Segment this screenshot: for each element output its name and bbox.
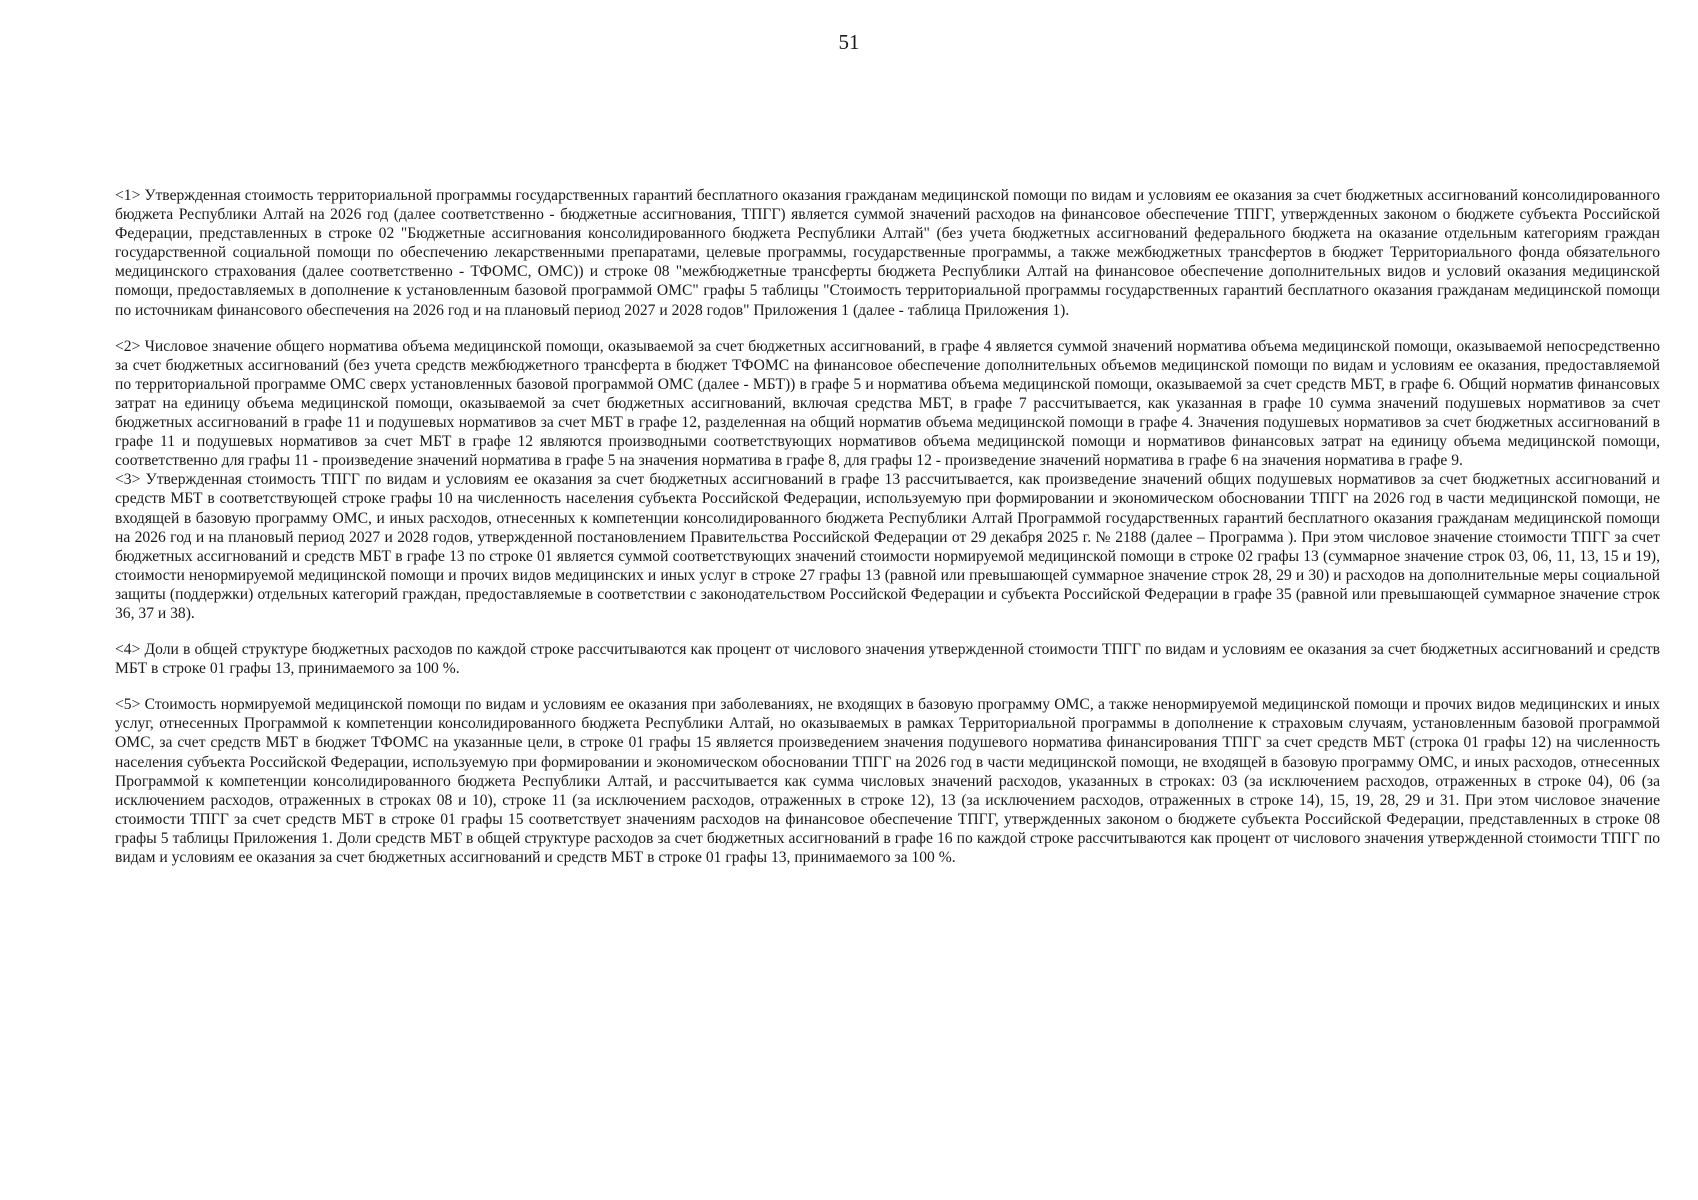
footnote-1: <1> Утвержденная стоимость территориальной программы государственных гарантий бесплатного оказания гражданам медицинской помощи по видам и условиям ее оказания за счет бюджетных ассигнований консолидированного бюджета Республики Алтай на 2026 год (далее соответственно - бюджетные ассигнования, ТПГГ) является суммой значений расходов на финансовое обеспечение ТПГГ, утвержденных законом о бюджете субъекта Российской Федерации, представленных в строке 02 "Бюджетные ассигнования консолидированного бюджета Республики Алтай" (без учета бюджетных ассигнований федерального бюджета на оказание отдельным категориям граждан государственной социальной помощи по обеспечению лекарственными препаратами, целевые программы, государственные программы, а также межбюджетных трансфертов в бюджет Территориального фонда обязательного медицинского страхования (далее соответственно - ТФОМС, ОМС)) и строке 08 "межбюджетные трансферты бюджета Республики Алтай на финансовое обеспечение дополнительных видов и условий оказания медицинской помощи, предоставляемых в дополнение к установленным базовой программой ОМС" графы 5 таблицы "Стоимость территориальной программы государственных гарантий бесплатного оказания гражданам медицинской помощи по источникам финансового обеспечения на 2026 год и на плановый период 2027 и 2028 годов" Приложения 1 (далее - таблица Приложения 1). — [115, 187, 1660, 319]
footnote-5: <5> Стоимость нормируемой медицинской помощи по видам и условиям ее оказания при заболеваниях, не входящих в базовую программу ОМС, а также ненормируемой медицинской помощи и прочих видов медицинских и иных услуг, отнесенных Программой к компетенции консолидированного бюджета Республики Алтай, но оказываемых в рамках Территориальной программы в дополнение к страховым случаям, установленным базовой программой ОМС, за счет средств МБТ в бюджет ТФОМС на указанные цели, в строке 01 графы 15 является произведением значения подушевого норматива финансирования ТПГГ за счет средств МБТ (строка 01 графы 12) на численность населения субъекта Российской Федерации, используемую при формировании и экономическом обосновании ТПГГ на 2026 год в части медицинской помощи, не входящей в базовую программу ОМС, и иных расходов, отнесенных Программой к компетенции консолидированного бюджета Республики Алтай, и рассчитывается как сумма числовых значений расходов, указанных в строках: 03 (за исключением расходов, отраженных в строке 04), 06 (за исключением расходов, отраженных в строках 08 и 10), строке 11 (за исключением расходов, отраженных в строке 12), 13 (за исключением расходов, отраженных в строке 14), 15, 19, 28, 29 и 31. При этом числовое значение стоимости ТПГГ за счет средств МБТ в строке 01 графы 15 соответствует значениям расходов на финансовое обеспечение ТПГГ, утвержденных законом о бюджете субъекта Российской Федерации, представленных в строке 08 графы 5 таблицы Приложения 1. Доли средств МБТ в общей структуре расходов за счет бюджетных ассигнований в графе 16 по каждой строке рассчитываются как процент от числового значения утвержденной стоимости ТПГГ по видам и условиям ее оказания за счет бюджетных ассигнований и средств МБТ в строке 01 графы 13, принимаемого за 100 %. — [115, 696, 1660, 866]
footnote-4: <4> Доли в общей структуре бюджетных расходов по каждой строке рассчитываются как процент от числового значения утвержденной стоимости ТПГГ по видам и условиям ее оказания за счет бюджетных ассигнований и средств МБТ в строке 01 графы 13, принимаемого за 100 %. — [115, 641, 1660, 678]
footnotes-section — [115, 186, 1660, 867]
page-number: 51 — [838, 30, 860, 54]
footnote-3: <3> Утвержденная стоимость ТПГГ по видам и условиям ее оказания за счет бюджетных ассигнований в графе 13 рассчитывается, как произведение значений общих подушевых нормативов за счет бюджетных ассигнований и средств МБТ в соответствующей строке графы 10 на численность населения субъекта Российской Федерации, используемую при формировании и экономическом обосновании ТПГГ на 2026 год в части медицинской помощи, не входящей в базовую программу ОМС, и иных расходов, отнесенных к компетенции консолидированного бюджета Республики Алтай Программой государственных гарантий бесплатного оказания гражданам медицинской помощи на 2026 год и на плановый период 2027 и 2028 годов, утвержденной постановлением Правительства Российской Федерации от 29 декабря 2025 г. № 2188 (далее – Программа ). При этом числовое значение стоимости ТПГГ за счет бюджетных ассигнований и средств МБТ в графе 13 по строке 01 является суммой соответствующих значений стоимости нормируемой медицинской помощи в строке 02 графы 13 (суммарное значение строк 03, 06, 11, 13, 15 и 19), стоимости ненормируемой медицинской помощи и прочих видов медицинских и иных услуг в строке 27 графы 13 (равной или превышающей суммарное значение строк 28, 29 и 30) и расходов на дополнительные меры социальной защиты (поддержки) отдельных категорий граждан, предоставляемые в соответствии с законодательством Российской Федерации и субъекта Российской Федерации в графе 35 (равной или превышающей суммарное значение строк 36, 37 и 38). — [115, 471, 1660, 622]
footnote-2: <2> Числовое значение общего норматива объема медицинской помощи, оказываемой за счет бюджетных ассигнований, в графе 4 является суммой значений норматива объема медицинской помощи, оказываемой непосредственно за счет бюджетных ассигнований (без учета средств межбюджетного трансферта в бюджет ТФОМС на финансовое обеспечение дополнительных объемов медицинской помощи по видам и условиям ее оказания, предоставляемой по территориальной программе ОМС сверх установленных базовой программой ОМС (далее - МБТ)) в графе 5 и норматива объема медицинской помощи, оказываемой за счет средств МБТ, в графе 6. Общий норматив финансовых затрат на единицу объема медицинской помощи, оказываемой за счет бюджетных ассигнований, включая средства МБТ, в графе 7 рассчитывается, как указанная в графе 10 сумма значений подушевых нормативов за счет бюджетных ассигнований в графе 11 и подушевых нормативов за счет МБТ в графе 12, разделенная на общий норматив объема медицинской помощи в графе 4. Значения подушевых нормативов за счет бюджетных ассигнований в графе 11 и подушевых нормативов за счет МБТ в графе 12 являются производными соответствующих нормативов объема медицинской помощи и нормативов финансовых затрат на единицу объема медицинской помощи, соответственно для графы 11 - произведение значений норматива в графе 5 на значения норматива в графе 8, для графы 12 - произведение значений норматива в графе 6 на значения норматива в графе 9. — [115, 337, 1660, 470]
